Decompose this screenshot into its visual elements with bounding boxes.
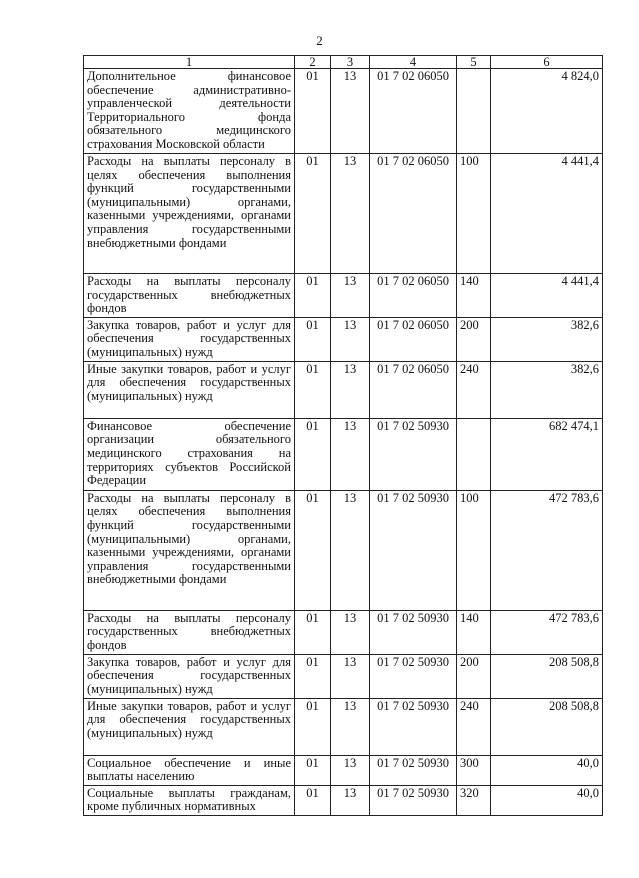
header-col-1: 1 bbox=[84, 56, 295, 69]
row-name: Социальное обеспечение и иные выплаты населению bbox=[84, 755, 295, 785]
header-col-3: 3 bbox=[331, 56, 370, 69]
row-expense-type: 140 bbox=[457, 610, 491, 654]
row-amount: 208 508,8 bbox=[491, 654, 603, 698]
row-section: 01 bbox=[295, 785, 331, 815]
page-number: 2 bbox=[316, 33, 323, 48]
row-section: 01 bbox=[295, 654, 331, 698]
row-target-code: 01 7 02 06050 bbox=[370, 69, 457, 154]
row-target-code: 01 7 02 50930 bbox=[370, 654, 457, 698]
row-name: Закупка товаров, работ и услуг для обеспечения государственных (муниципальных) нужд bbox=[84, 654, 295, 698]
table-body bbox=[84, 69, 603, 816]
row-amount: 382,6 bbox=[491, 361, 603, 418]
row-name: Расходы на выплаты персоналу в целях обеспечения выполнения функций государственными (муниципальными) органами, казенными учреждениями, органами управления государственными внебюджетными фондами bbox=[84, 490, 295, 610]
row-target-code: 01 7 02 06050 bbox=[370, 154, 457, 274]
row-subsection: 13 bbox=[331, 154, 370, 274]
table-row bbox=[84, 698, 603, 755]
row-amount: 208 508,8 bbox=[491, 698, 603, 755]
row-expense-type: 100 bbox=[457, 154, 491, 274]
row-subsection: 13 bbox=[331, 755, 370, 785]
row-subsection: 13 bbox=[331, 69, 370, 154]
row-expense-type: 240 bbox=[457, 698, 491, 755]
row-target-code: 01 7 02 06050 bbox=[370, 361, 457, 418]
row-section: 01 bbox=[295, 418, 331, 490]
row-subsection: 13 bbox=[331, 317, 370, 361]
table-row bbox=[84, 654, 603, 698]
row-expense-type bbox=[457, 418, 491, 490]
row-expense-type bbox=[457, 69, 491, 154]
row-section: 01 bbox=[295, 69, 331, 154]
row-amount: 40,0 bbox=[491, 785, 603, 815]
row-subsection: 13 bbox=[331, 490, 370, 610]
row-name: Иные закупки товаров, работ и услуг для обеспечения государственных (муниципальных) нужд bbox=[84, 361, 295, 418]
table-row bbox=[84, 610, 603, 654]
row-name: Расходы на выплаты персоналу государственных внебюджетных фондов bbox=[84, 610, 295, 654]
row-amount: 4 441,4 bbox=[491, 154, 603, 274]
row-subsection: 13 bbox=[331, 418, 370, 490]
table-header bbox=[84, 56, 603, 69]
row-expense-type: 200 bbox=[457, 654, 491, 698]
row-section: 01 bbox=[295, 610, 331, 654]
table-row bbox=[84, 154, 603, 274]
table-row bbox=[84, 755, 603, 785]
row-subsection: 13 bbox=[331, 610, 370, 654]
row-name: Иные закупки товаров, работ и услуг для обеспечения государственных (муниципальных) нужд bbox=[84, 698, 295, 755]
row-target-code: 01 7 02 50930 bbox=[370, 610, 457, 654]
row-subsection: 13 bbox=[331, 274, 370, 318]
row-target-code: 01 7 02 50930 bbox=[370, 418, 457, 490]
table-row bbox=[84, 69, 603, 154]
table-row bbox=[84, 317, 603, 361]
row-amount: 4 824,0 bbox=[491, 69, 603, 154]
row-section: 01 bbox=[295, 274, 331, 318]
header-row bbox=[84, 56, 603, 69]
row-amount: 40,0 bbox=[491, 755, 603, 785]
table-row bbox=[84, 418, 603, 490]
row-name: Дополнительное финансовое обеспечение административно-управленческой деятельности Территориального фонда обязательного медицинского страхования Московской области bbox=[84, 69, 295, 154]
row-section: 01 bbox=[295, 490, 331, 610]
header-col-5: 5 bbox=[457, 56, 491, 69]
row-subsection: 13 bbox=[331, 361, 370, 418]
row-amount: 472 783,6 bbox=[491, 490, 603, 610]
row-section: 01 bbox=[295, 698, 331, 755]
row-target-code: 01 7 02 50930 bbox=[370, 785, 457, 815]
header-col-4: 4 bbox=[370, 56, 457, 69]
row-expense-type: 140 bbox=[457, 274, 491, 318]
row-amount: 682 474,1 bbox=[491, 418, 603, 490]
row-section: 01 bbox=[295, 361, 331, 418]
row-name: Социальные выплаты гражданам, кроме публичных нормативных bbox=[84, 785, 295, 815]
budget-table bbox=[83, 55, 603, 816]
row-section: 01 bbox=[295, 154, 331, 274]
row-amount: 382,6 bbox=[491, 317, 603, 361]
table-row bbox=[84, 361, 603, 418]
row-name: Закупка товаров, работ и услуг для обеспечения государственных (муниципальных) нужд bbox=[84, 317, 295, 361]
row-subsection: 13 bbox=[331, 785, 370, 815]
row-target-code: 01 7 02 50930 bbox=[370, 490, 457, 610]
row-expense-type: 240 bbox=[457, 361, 491, 418]
table-row bbox=[84, 274, 603, 318]
row-amount: 4 441,4 bbox=[491, 274, 603, 318]
header-col-6: 6 bbox=[491, 56, 603, 69]
row-target-code: 01 7 02 06050 bbox=[370, 274, 457, 318]
row-section: 01 bbox=[295, 755, 331, 785]
row-name: Расходы на выплаты персоналу в целях обеспечения выполнения функций государственными (муниципальными) органами, казенными учреждениями, органами управления государственными внебюджетными фондами bbox=[84, 154, 295, 274]
row-expense-type: 300 bbox=[457, 755, 491, 785]
row-expense-type: 320 bbox=[457, 785, 491, 815]
row-expense-type: 200 bbox=[457, 317, 491, 361]
row-subsection: 13 bbox=[331, 654, 370, 698]
row-target-code: 01 7 02 06050 bbox=[370, 317, 457, 361]
table-row bbox=[84, 490, 603, 610]
row-amount: 472 783,6 bbox=[491, 610, 603, 654]
header-col-2: 2 bbox=[295, 56, 331, 69]
row-section: 01 bbox=[295, 317, 331, 361]
row-expense-type: 100 bbox=[457, 490, 491, 610]
row-name: Расходы на выплаты персоналу государственных внебюджетных фондов bbox=[84, 274, 295, 318]
table-row bbox=[84, 785, 603, 815]
row-target-code: 01 7 02 50930 bbox=[370, 698, 457, 755]
row-subsection: 13 bbox=[331, 698, 370, 755]
row-target-code: 01 7 02 50930 bbox=[370, 755, 457, 785]
row-name: Финансовое обеспечение организации обязательного медицинского страхования на территориях субъектов Российской Федерации bbox=[84, 418, 295, 490]
